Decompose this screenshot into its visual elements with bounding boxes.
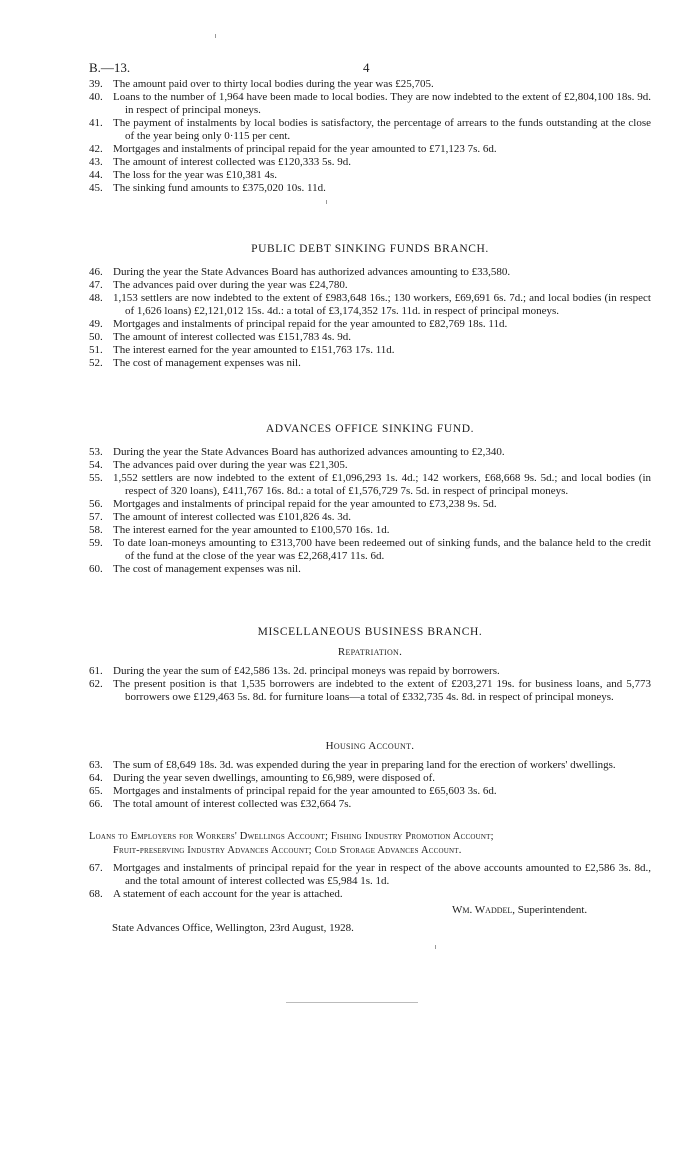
section-advances-office (89, 446, 651, 576)
loans-heading-line-2: Fruit-preserving Industry Advances Account; Cold Storage Advances Account. (113, 845, 462, 856)
paragraph-41: 41. The payment of instalments by local bodies is satisfactory, the percentage of arrears to the funds outstanding at the close of the year being only 0·115 per cent. (89, 117, 651, 142)
paragraph-39: 39. The amount paid over to thirty local bodies during the year was £25,705. (89, 78, 434, 90)
paragraph-51: 51. The interest earned for the year amounted to £151,763 17s. 11d. (89, 344, 395, 356)
paragraph-44: 44. The loss for the year was £10,381 4s. (89, 169, 278, 181)
section-local-bodies (89, 78, 651, 195)
scan-mark (215, 34, 216, 38)
section-repatriation (89, 665, 651, 704)
paragraph-55: 55. 1,552 settlers are now indebted to the extent of £1,096,293 1s. 4d.; 142 workers, £68,668 9s. 5d.; and local bodies (in respect of 320 loans), £411,767 16s. 8d.: a total of £1,576,729 7s. 5d. in respect of principal moneys. (89, 472, 651, 497)
report-reference: B.—13. (89, 60, 131, 75)
paragraph-45: 45. The sinking fund amounts to £375,020 10s. 11d. (89, 182, 326, 194)
paragraph-40: 40. Loans to the number of 1,964 have been made to local bodies. They are now indebted to the extent of £2,804,100 18s. 9d. in respect of principal moneys. (89, 91, 651, 116)
paragraph-62: 62. The present position is that 1,535 borrowers are indebted to the extent of £203,271 19s. for business loans, and 5,773 borrowers owe £129,463 5s. 8d. for furniture loans—a total of £332,735 4s. 8d. in respect of principal moneys. (89, 678, 651, 703)
subheading-loans-accounts (89, 830, 651, 858)
scan-mark (435, 945, 436, 949)
paragraph-67: 67. Mortgages and instalments of principal repaid for the year in respect of the above accounts amounted to £2,586 3s. 8d., and the total amount of interest collected was £5,984 1s. 1d. (89, 862, 651, 887)
paragraph-47: 47. The advances paid over during the year was £24,780. (89, 279, 348, 291)
heading-advances-office-sinking-fund: ADVANCES OFFICE SINKING FUND. (265, 423, 475, 435)
paragraph-49: 49. Mortgages and instalments of principal repaid for the year amounted to £82,769 18s. 11d. (89, 318, 508, 330)
paragraph-54: 54. The advances paid over during the year was £21,305. (89, 459, 348, 471)
paragraph-48: 48. 1,153 settlers are now indebted to the extent of £983,648 16s.; 130 workers, £69,691 6s. 7d.; and local bodies (in respect of 1,626 loans) £2,121,012 15s. 4d.: a total of £3,174,352 17s. 11d. in respect of principal moneys. (89, 292, 651, 317)
paragraph-46: 46. During the year the State Advances Board has authorized advances amounting to £33,580. (89, 266, 511, 278)
section-housing-account (89, 759, 651, 811)
paragraph-50: 50. The amount of interest collected was £151,783 4s. 9d. (89, 331, 351, 343)
paragraph-42: 42. Mortgages and instalments of principal repaid for the year amounted to £71,123 7s. 6d. (89, 143, 497, 155)
place-and-date: State Advances Office, Wellington, 23rd August, 1928. (112, 922, 354, 934)
signature (452, 904, 587, 916)
footer-rule (286, 1002, 418, 1003)
section-loans-accounts (89, 862, 651, 901)
signatory-name: Wm. Waddel, (452, 904, 516, 916)
heading-miscellaneous-business: MISCELLANEOUS BUSINESS BRANCH. (257, 626, 483, 638)
scan-mark (326, 200, 327, 204)
subheading-housing-account: Housing Account. (325, 740, 415, 752)
heading-public-debt-sinking-funds: PUBLIC DEBT SINKING FUNDS BRANCH. (251, 243, 489, 255)
paragraph-68: 68. A statement of each account for the year is attached. (89, 888, 343, 900)
paragraph-59: 59. To date loan-moneys amounting to £313,700 have been redeemed out of sinking funds, and the balance held to the credit of the fund at the close of the year was £2,268,417 11s. 6d. (89, 537, 651, 562)
paragraph-65: 65. Mortgages and instalments of principal repaid for the year amounted to £65,603 3s. 6d. (89, 785, 497, 797)
paragraph-60: 60. The cost of management expenses was nil. (89, 563, 301, 575)
paragraph-58: 58. The interest earned for the year amounted to £100,570 16s. 1d. (89, 524, 390, 536)
section-public-debt (89, 266, 651, 370)
paragraph-63: 63. The sum of £8,649 18s. 3d. was expended during the year in preparing land for the erection of workers' dwellings. (89, 759, 616, 771)
paragraph-56: 56. Mortgages and instalments of principal repaid for the year amounted to £73,238 9s. 5d. (89, 498, 497, 510)
signatory-title: Superintendent. (517, 904, 588, 916)
paragraph-53: 53. During the year the State Advances Board has authorized advances amounting to £2,340. (89, 446, 505, 458)
loans-heading-line-1: Loans to Employers for Workers' Dwellings Account; Fishing Industry Promotion Account; (89, 831, 494, 842)
paragraph-43: 43. The amount of interest collected was £120,333 5s. 9d. (89, 156, 351, 168)
page-number: 4 (363, 60, 370, 75)
paragraph-52: 52. The cost of management expenses was nil. (89, 357, 301, 369)
paragraph-64: 64. During the year seven dwellings, amounting to £6,989, were disposed of. (89, 772, 435, 784)
paragraph-61: 61. During the year the sum of £42,586 13s. 2d. principal moneys was repaid by borrowers. (89, 665, 500, 677)
subheading-repatriation: Repatriation. (337, 646, 403, 658)
paragraph-57: 57. The amount of interest collected was £101,826 4s. 3d. (89, 511, 351, 523)
paragraph-66: 66. The total amount of interest collected was £32,664 7s. (89, 798, 352, 810)
